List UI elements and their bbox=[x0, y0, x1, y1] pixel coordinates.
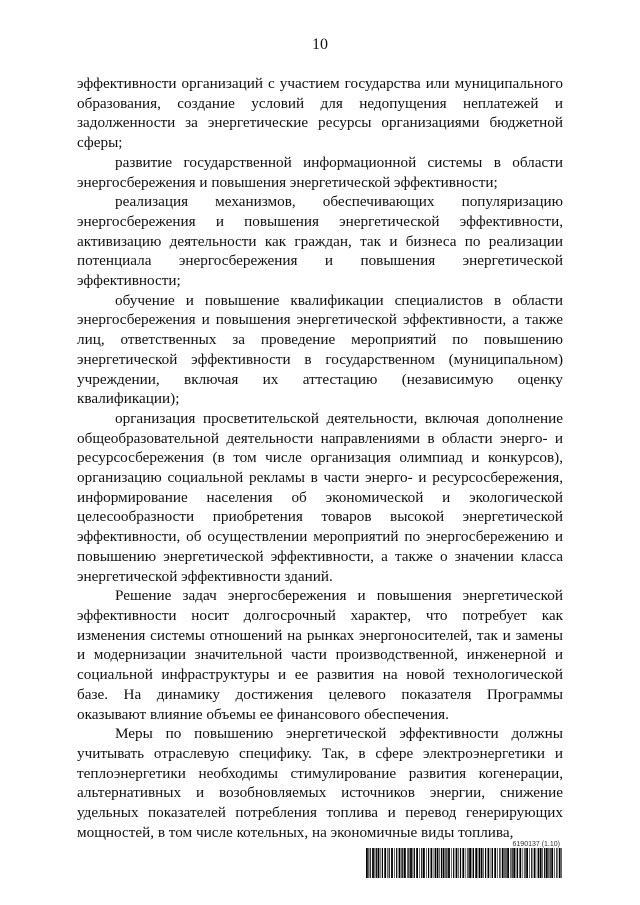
paragraph: реализация механизмов, обеспечивающих популяризацию энергосбережения и повышения энергетической эффективности, активизацию деятельности как граждан, так и бизнеса по реализации потенциала энергосбережения и повышения энергетической эффективности; bbox=[77, 193, 563, 290]
paragraph: развитие государственной информационной системы в области энергосбережения и повышения энергетической эффективности; bbox=[77, 153, 563, 191]
paragraph: организация просветительской деятельности, включая дополнение общеобразовательной деятельности направлениями в области энерго- и ресурсосбережения (в том числе организация олимпиад и конкурсов), организацию социальной рекламы в части энерго- и ресурсосбережения, информирование населения об экономической и экологической целесообразности приобретения товаров высокой энергетической эффективности, об осуществлении мероприятий по энергосбережению и повышению энергетической эффективности, а также о значении класса энергетической эффективности зданий. bbox=[77, 409, 563, 585]
paragraph-continued: эффективности организаций с участием государства или муниципального образования, создание условий для недопущения неплатежей и задолженности за энергетические ресурсы организациями бюджетной сферы; bbox=[77, 75, 563, 152]
document-body bbox=[77, 74, 563, 842]
document-code: 6190137 (1.10) bbox=[512, 841, 560, 848]
paragraph: обучение и повышение квалификации специалистов в области энергосбережения и повышения энергетической эффективности, а также лиц, ответственных за проведение мероприятий по повышению энергетической эффективности в государственном (муниципальном) учреждении, включая их аттестацию (независимую оценку квалификации); bbox=[77, 291, 563, 408]
paragraph: Решение задач энергосбережения и повышения энергетической эффективности носит долгосрочный характер, что потребует как изменения системы отношений на рынках энергоносителей, так и замены и модернизации значительной части производственной, инженерной и социальной инфраструктуры и ее развития на новой технологической базе. На динамику достижения целевого показателя Программы оказывают влияние объемы ее финансового обеспечения. bbox=[77, 587, 563, 723]
paragraph: Меры по повышению энергетической эффективности должны учитывать отраслевую специфику. Так, в сфере электроэнергетики и теплоэнергетики необходимы стимулирование развития когенерации, альтернативных и возобновляемых источников энергии, снижение удельных показателей потребления топлива и перевод генерирующих мощностей, в том числе котельных, на экономичные виды топлива, bbox=[77, 725, 563, 841]
page-number: 10 bbox=[312, 36, 328, 53]
barcode-icon bbox=[366, 848, 562, 878]
